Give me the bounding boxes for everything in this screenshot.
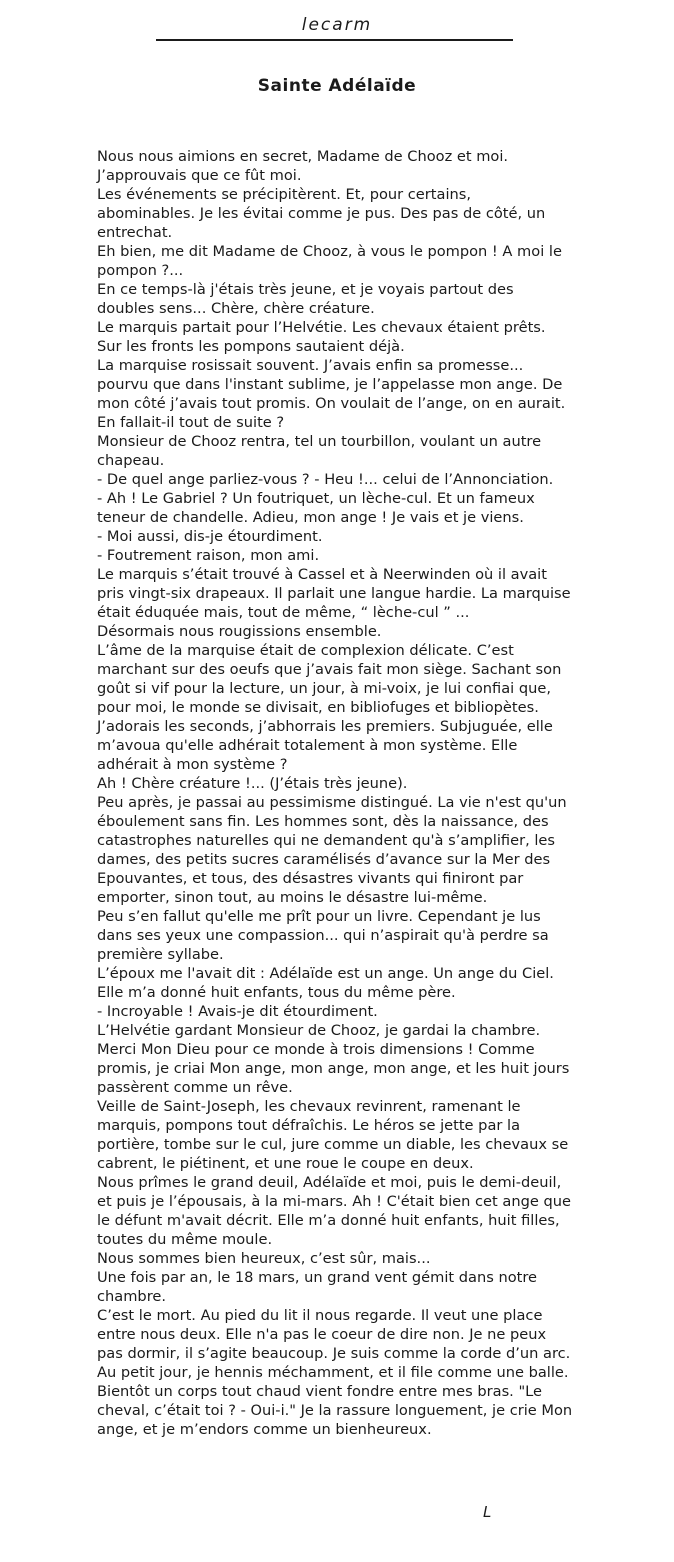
paragraph: Les événements se précipitèrent. Et, pour certains, abominables. Je les évitai comme je pus. Des pas de côté, un entrechat. xyxy=(97,186,546,241)
paragraph: - Foutrement raison, mon ami. xyxy=(97,547,320,564)
paragraph: C’est le mort. Au pied du lit il nous regarde. Il veut une place entre nous deux. Elle n'a pas le coeur de dire non. Je ne peux pas dormir, il s’agite beaucoup. Je suis comme la corde d’un arc. Au petit jour, je hennis méchamment, et il file comme une balle. Bientôt un corps tout chaud vient fondre entre mes bras. "Le cheval, c’était toi ? - Oui-i." Je la rassure longuement, je crie Mon ange, et je m’endors comme un bienheureux. xyxy=(97,1307,573,1438)
paragraph: - Incroyable ! Avais-je dit étourdiment. xyxy=(97,1003,378,1020)
paragraph: - De quel ange parliez-vous ? - Heu !... celui de l’Annonciation. xyxy=(97,471,554,488)
paragraph: Merci Mon Dieu pour ce monde à trois dimensions ! Comme promis, je criai Mon ange, mon ange, mon ange, et les huit jours passèrent comme un rêve. xyxy=(97,1041,570,1096)
paragraph: J’approuvais que ce fût moi. xyxy=(97,167,302,184)
paragraph: La marquise rosissait souvent. J’avais enfin sa promesse... pourvu que dans l'instant sublime, je l’appelasse mon ange. De mon côté j’avais tout promis. On voulait de l’ange, on en aurait. En fallait-il tout de suite ? xyxy=(97,357,566,431)
story-body xyxy=(97,147,573,1439)
paragraph: - Ah ! Le Gabriel ? Un foutriquet, un lèche-cul. Et un fameux teneur de chandelle. Adieu, mon ange ! Je vais et je viens. xyxy=(97,490,535,526)
paragraph: Nous nous aimions en secret, Madame de Chooz et moi. xyxy=(97,148,509,165)
paragraph: Peu s’en fallut qu'elle me prît pour un livre. Cependant je lus dans ses yeux une compassion... qui n’aspirait qu'à perdre sa première syllabe. xyxy=(97,908,549,963)
paragraph: Veille de Saint-Joseph, les chevaux revinrent, ramenant le marquis, pompons tout défraîchis. Le héros se jette par la portière, tombe sur le cul, jure comme un diable, les chevaux se cabrent, le piétinent, et une roue le coupe en deux. xyxy=(97,1098,569,1172)
paragraph: Peu après, je passai au pessimisme distingué. La vie n'est qu'un éboulement sans fin. Les hommes sont, dès la naissance, des catastrophes naturelles qui ne demandent qu'à s’amplifier, les dames, des petits sucres caramélisés d’avance sur la Mer des Epouvantes, et tous, des désastres vivants qui finiront par emporter, sinon tout, au moins le désastre lui-même. xyxy=(97,794,567,906)
page-title: Sainte Adélaïde xyxy=(257,76,417,96)
paragraph: Eh bien, me dit Madame de Chooz, à vous le pompon ! A moi le pompon ?... xyxy=(97,243,562,279)
paragraph: Nous prîmes le grand deuil, Adélaïde et moi, puis le demi-deuil, et puis je l’épousais, à la mi-mars. Ah ! C'était bien cet ange que le défunt m'avait décrit. Elle m’a donné huit enfants, huit filles, toutes du même moule. xyxy=(97,1174,571,1248)
paragraph: L’Helvétie gardant Monsieur de Chooz, je gardai la chambre. xyxy=(97,1022,541,1039)
paragraph: Désormais nous rougissions ensemble. xyxy=(97,623,382,640)
paragraph: Une fois par an, le 18 mars, un grand vent gémit dans notre chambre. xyxy=(97,1269,537,1305)
paragraph: Le marquis s’était trouvé à Cassel et à Neerwinden où il avait pris vingt-six drapeaux. Il parlait une langue hardie. La marquise était éduquée mais, tout de même, “ lèche-cul ” ... xyxy=(97,566,571,621)
paragraph: Sur les fronts les pompons sautaient déjà. xyxy=(97,338,405,355)
paragraph: - Moi aussi, dis-je étourdiment. xyxy=(97,528,323,545)
paragraph: L’époux me l'avait dit : Adélaïde est un ange. Un ange du Ciel. xyxy=(97,965,554,982)
paragraph: Nous sommes bien heureux, c’est sûr, mais... xyxy=(97,1250,431,1267)
running-header: lecarm xyxy=(301,15,373,35)
paragraph: En ce temps-là j'étais très jeune, et je voyais partout des doubles sens... Chère, chère créature. xyxy=(97,281,514,317)
paragraph: Le marquis partait pour l’Helvétie. Les chevaux étaient prêts. xyxy=(97,319,546,336)
paragraph: Monsieur de Chooz rentra, tel un tourbillon, voulant un autre chapeau. xyxy=(97,433,542,469)
footer-mark: L xyxy=(483,1503,492,1521)
paragraph: L’âme de la marquise était de complexion délicate. C’est marchant sur des oeufs que j’avais fait mon siège. Sachant son goût si vif pour la lecture, un jour, à mi-voix, je lui confiai que, pour moi, le monde se divisait, en bibliofuges et bibliopètes. J’adorais les seconds, j’abhorrais les premiers. Subjuguée, elle m’avoua qu'elle adhérait totalement à mon système. Elle adhérait à mon système ? xyxy=(97,642,562,773)
paragraph: Elle m’a donné huit enfants, tous du même père. xyxy=(97,984,456,1001)
header-rule xyxy=(156,39,513,41)
paragraph: Ah ! Chère créature !... (J’étais très jeune). xyxy=(97,775,408,792)
